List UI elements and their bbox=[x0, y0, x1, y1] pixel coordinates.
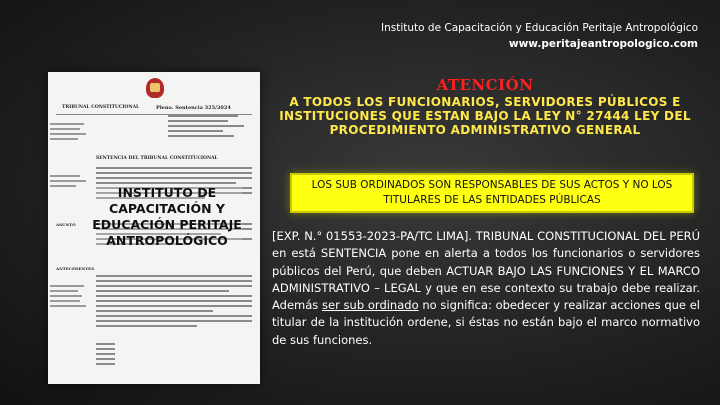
document-side-notes bbox=[50, 282, 90, 310]
body-text-part2: no significa: obedecer y realizar acciones que el titular de la institución ordene, si éstas no están bajo el marco normativo de sus funciones. bbox=[272, 298, 701, 347]
body-text-part1: [EXP. N.° 01553-2023-PA/TC LIMA]. TRIBUNAL CONSTITUCIONAL DEL PERÚ en está SENTENCIA pone en alerta a todos los funcionarios o servidores públicos del Perú, que deben ACTUAR BAJO LAS FUNCIONES Y EL MARCO ADMINISTRATIVO – LEGAL y que en ese contexto su trabajo debe realizar. Además bbox=[272, 229, 700, 313]
document-paragraph bbox=[96, 272, 252, 330]
document-list bbox=[96, 340, 252, 368]
document-label-antecedentes: ANTECEDENTES bbox=[56, 266, 95, 271]
document-court-name: TRIBUNAL CONSTITUCIONAL bbox=[62, 105, 140, 110]
atencion-heading: ATENCIÓN bbox=[436, 76, 534, 94]
highlight-box bbox=[290, 173, 694, 213]
court-seal-icon bbox=[146, 78, 164, 98]
document-section-title: SENTENCIA DEL TRIBUNAL CONSTITUCIONAL bbox=[96, 156, 218, 161]
body-paragraph bbox=[272, 228, 700, 349]
institute-header bbox=[381, 20, 698, 52]
document-side-notes bbox=[50, 120, 90, 143]
document-case-number: Pleno. Sentencia 325/2024 bbox=[156, 105, 231, 111]
alert-title-block bbox=[270, 76, 700, 137]
document-side-notes bbox=[50, 172, 90, 190]
body-text-underlined: ser sub ordinado bbox=[322, 298, 419, 313]
document-label-asunto: ASUNTO bbox=[56, 222, 76, 227]
institute-name: Instituto de Capacitación y Educación Peritaje Antropológico bbox=[381, 22, 698, 34]
institute-website: www.peritajeantropologico.com bbox=[508, 38, 698, 50]
document-stamp-text bbox=[168, 112, 250, 140]
document-watermark: INSTITUTO DE CAPACITACIÓN Y EDUCACIÓN PERITAJE ANTROPOLÓGICO bbox=[92, 185, 242, 248]
alert-subtitle: A TODOS LOS FUNCIONARIOS, SERVIDORES PÚBLICOS E INSTITUCIONES QUE ESTAN BAJO LA LEY N° 27444 LEY DEL PROCEDIMIENTO ADMINISTRATIVO GENERAL bbox=[279, 95, 691, 137]
highlight-text: LOS SUB ORDINADOS SON RESPONSABLES DE SUS ACTOS Y NO LOS TITULARES DE LAS ENTIDADES PÚBLICAS bbox=[311, 179, 673, 206]
